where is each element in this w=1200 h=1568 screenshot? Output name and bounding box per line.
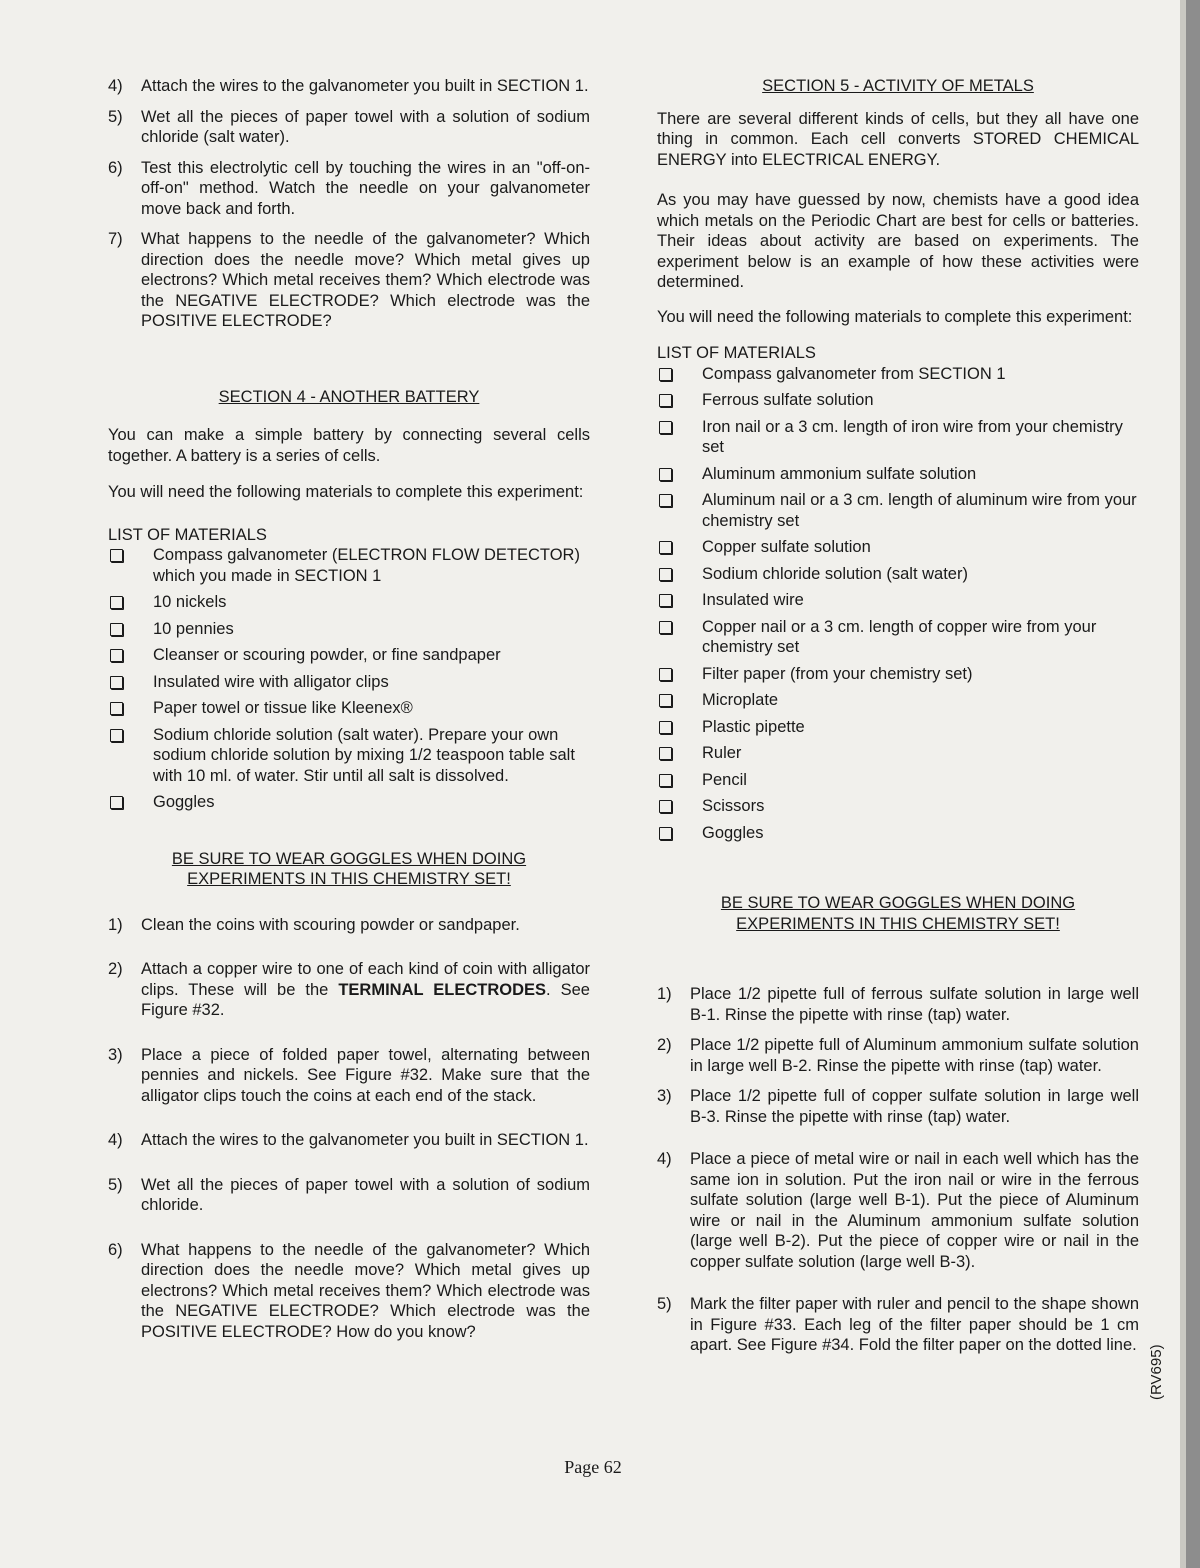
- material-label: Compass galvanometer (ELECTRON FLOW DETECTOR) which you made in SECTION 1: [153, 546, 580, 585]
- step-number: 3): [108, 1045, 123, 1064]
- page-number: Page 62: [564, 1457, 622, 1477]
- step-number: 4): [108, 1131, 123, 1149]
- material-label: Iron nail or a 3 cm. length of iron wire from your chemistry set: [702, 417, 1123, 456]
- checkbox-icon: [659, 621, 672, 634]
- step-number: 6): [108, 1240, 123, 1259]
- step-number: 4): [108, 77, 123, 95]
- material-label: Copper sulfate solution: [702, 538, 871, 556]
- material-item: [657, 664, 1139, 685]
- goggles-warning-line-1: BE SURE TO WEAR GOGGLES WHEN DOING: [171, 849, 527, 868]
- step-text: Place 1/2 pipette full of Aluminum ammonium sulfate solution in large well B-2. Rinse the pipette with rinse (tap) water.: [690, 1036, 1139, 1075]
- checkbox-icon: [110, 676, 123, 689]
- material-item: [657, 390, 1139, 411]
- step-number: 4): [657, 1150, 672, 1168]
- material-item: [108, 645, 590, 666]
- goggles-warning-line-2: EXPERIMENTS IN THIS CHEMISTRY SET!: [187, 870, 511, 888]
- step-text: What happens to the needle of the galvanometer? Which direction does the needle move? Which metal gives up electrons? Which metal receives them? Which electrode was the NEGATIVE ELECTRODE? Which electrode was the POSITIVE ELECTRODE? How do you know?: [141, 1240, 590, 1341]
- step-item: [657, 1086, 1139, 1127]
- material-label: Aluminum ammonium sulfate solution: [702, 464, 977, 483]
- step-item: [657, 984, 1139, 1025]
- step-text: Clean the coins with scouring powder or sandpaper.: [141, 915, 520, 934]
- step-text: Place a piece of metal wire or nail in each well which has the same ion in solution. Put the iron nail or wire in the ferrous sulfate solution (large well B-1). Put the piece of Aluminum wire or nail in the Aluminum ammonium sulfate solution (large well B-2). Put the piece of copper wire or nail in the copper sulfate solution (large well B-3).: [690, 1150, 1139, 1271]
- checkbox-icon: [659, 468, 672, 481]
- checkbox-icon: [110, 729, 123, 742]
- step-text: What happens to the needle of the galvanometer? Which direction does the needle move? Which metal gives up electrons? Which metal receives them? Which electrode was the NEGATIVE ELECTRODE? Which electrode was the POSITIVE ELECTRODE?: [141, 230, 590, 330]
- material-label: Sodium chloride solution (salt water). Prepare your own sodium chloride solution by mixing 1/2 teaspoon table salt with 10 ml. of water. Stir until all salt is dissolved.: [153, 725, 575, 785]
- material-item: [657, 770, 1139, 791]
- right-column: [657, 76, 1139, 1366]
- step-item: [108, 1045, 590, 1107]
- material-item: [657, 537, 1139, 558]
- material-item: [657, 364, 1139, 385]
- material-label: Microplate: [702, 691, 779, 709]
- step-text: [141, 959, 590, 1021]
- checkbox-icon: [659, 568, 672, 581]
- checkbox-icon: [659, 594, 672, 607]
- checkbox-icon: [659, 800, 672, 813]
- goggles-warning-line-1: BE SURE TO WEAR GOGGLES WHEN DOING: [720, 894, 1076, 912]
- step-item: [657, 1294, 1139, 1356]
- step-text: Place 1/2 pipette full of copper sulfate solution in large well B-3. Rinse the pipette with rinse (tap) water.: [690, 1087, 1139, 1126]
- material-label: Compass galvanometer from SECTION 1: [702, 364, 1006, 383]
- checkbox-icon: [659, 747, 672, 760]
- step-item: [108, 158, 590, 220]
- step-item: [657, 1149, 1139, 1272]
- step-item: [108, 1240, 590, 1343]
- checkbox-icon: [659, 827, 672, 840]
- step-item: [108, 76, 590, 97]
- section-4-heading: SECTION 4 - ANOTHER BATTERY: [218, 387, 480, 406]
- step-number: 1): [108, 915, 123, 934]
- material-label: Copper nail or a 3 cm. length of copper wire from your chemistry set: [702, 617, 1097, 656]
- step-text: Place a piece of folded paper towel, alternating between pennies and nickels. See Figure #32. Make sure that the alligator clips touch the coins at each end of the stack.: [141, 1045, 590, 1105]
- material-item: [657, 590, 1139, 611]
- material-label: Insulated wire: [702, 591, 804, 609]
- checkbox-icon: [659, 721, 672, 734]
- material-item: [108, 792, 590, 813]
- material-label: Aluminum nail or a 3 cm. length of aluminum wire from your chemistry set: [702, 491, 1137, 530]
- checkbox-icon: [659, 774, 672, 787]
- step-text-part: . See Figure #32.: [141, 980, 590, 1019]
- section-5-paragraph-2: As you may have guessed by now, chemists have a good idea which metals on the Periodic Chart are best for cells or batteries. Their ideas about activity are based on experiments. The experiment below is an example of how these activities were determined.: [657, 191, 1139, 291]
- material-label: Goggles: [153, 793, 215, 811]
- step-text-part: Attach a copper wire to one of each kind of coin with alligator clips. These will be the: [141, 960, 590, 999]
- materials-title: LIST OF MATERIALS: [657, 344, 816, 362]
- material-item: [657, 717, 1139, 738]
- material-item: [108, 619, 590, 640]
- section-5-heading: SECTION 5 - ACTIVITY OF METALS: [762, 77, 1034, 95]
- material-item: [108, 672, 590, 693]
- material-label: Paper towel or tissue like Kleenex®: [153, 699, 413, 717]
- checkbox-icon: [659, 541, 672, 554]
- material-item: [108, 725, 590, 787]
- material-item: [657, 417, 1139, 458]
- checkbox-icon: [659, 421, 672, 434]
- step-text: Place 1/2 pipette full of ferrous sulfate solution in large well B-1. Rinse the pipette with rinse (tap) water.: [690, 985, 1139, 1024]
- checkbox-icon: [110, 796, 123, 809]
- document-code: (RV695): [1148, 1344, 1165, 1400]
- section-4-intro: You can make a simple battery by connecting several cells together. A battery is a series of cells.: [108, 426, 590, 465]
- step-item: [108, 959, 590, 1021]
- step-number: 3): [657, 1087, 672, 1105]
- checkbox-icon: [659, 368, 672, 381]
- step-text: Attach the wires to the galvanometer you built in SECTION 1.: [141, 1131, 589, 1149]
- material-item: [657, 690, 1139, 711]
- step-number: 5): [657, 1295, 672, 1313]
- step-item: [108, 1175, 590, 1216]
- terminal-electrodes-term: TERMINAL ELECTRODES: [338, 980, 547, 999]
- material-label: Ferrous sulfate solution: [702, 391, 874, 409]
- checkbox-icon: [659, 394, 672, 407]
- step-item: [657, 1035, 1139, 1076]
- material-label: 10 pennies: [153, 619, 234, 638]
- material-label: Plastic pipette: [702, 717, 805, 736]
- step-number: 5): [108, 107, 123, 126]
- left-column: [108, 76, 590, 1352]
- step-text: Test this electrolytic cell by touching the wires in an "off-on-off-on" method. Watch the needle on your galvanometer move back and forth.: [141, 158, 590, 218]
- material-label: Insulated wire with alligator clips: [153, 672, 389, 691]
- material-item: [657, 617, 1139, 658]
- step-item: [108, 229, 590, 332]
- step-number: 7): [108, 230, 123, 248]
- step-text: Wet all the pieces of paper towel with a solution of sodium chloride.: [141, 1175, 590, 1214]
- checkbox-icon: [110, 702, 123, 715]
- material-item: [108, 592, 590, 613]
- material-item: [657, 464, 1139, 485]
- material-label: Scissors: [702, 797, 765, 815]
- material-item: [657, 823, 1139, 844]
- step-item: [108, 915, 590, 936]
- checkbox-icon: [110, 549, 123, 562]
- materials-title: LIST OF MATERIALS: [108, 525, 267, 544]
- material-label: Pencil: [702, 770, 747, 789]
- step-item: [108, 107, 590, 148]
- checkbox-icon: [110, 623, 123, 636]
- checkbox-icon: [110, 649, 123, 662]
- step-text: Attach the wires to the galvanometer you built in SECTION 1.: [141, 77, 589, 95]
- checkbox-icon: [659, 668, 672, 681]
- materials-needed-text: You will need the following materials to complete this experiment:: [108, 483, 584, 501]
- materials-needed-text: You will need the following materials to complete this experiment:: [657, 307, 1133, 326]
- goggles-warning-line-2: EXPERIMENTS IN THIS CHEMISTRY SET!: [736, 914, 1060, 933]
- material-label: Filter paper (from your chemistry set): [702, 664, 973, 683]
- section-5-paragraph-1: There are several different kinds of cells, but they all have one thing in common. Each cell converts STORED CHEMICAL ENERGY into ELECTRICAL ENERGY.: [657, 109, 1139, 169]
- material-label: Sodium chloride solution (salt water): [702, 564, 968, 583]
- material-item: [657, 564, 1139, 585]
- checkbox-icon: [110, 596, 123, 609]
- material-label: Ruler: [702, 744, 742, 762]
- material-label: Cleanser or scouring powder, or fine sandpaper: [153, 646, 501, 664]
- step-text: Wet all the pieces of paper towel with a solution of sodium chloride (salt water).: [141, 107, 590, 146]
- material-item: [108, 545, 590, 586]
- step-number: 2): [108, 960, 123, 978]
- material-item: [657, 796, 1139, 817]
- step-number: 5): [108, 1175, 123, 1194]
- step-text: Mark the filter paper with ruler and pencil to the shape shown in Figure #33. Each leg of the filter paper should be 1 cm apart. See Figure #34. Fold the filter paper on the dotted line.: [690, 1295, 1139, 1354]
- step-item: [108, 1130, 590, 1151]
- scan-border: [1186, 0, 1200, 1568]
- material-label: 10 nickels: [153, 593, 227, 611]
- material-item: [657, 743, 1139, 764]
- material-item: [108, 698, 590, 719]
- step-number: 1): [657, 985, 672, 1003]
- step-number: 6): [108, 158, 123, 177]
- step-number: 2): [657, 1036, 672, 1054]
- checkbox-icon: [659, 694, 672, 707]
- checkbox-icon: [659, 494, 672, 507]
- material-item: [657, 490, 1139, 531]
- material-label: Goggles: [702, 823, 764, 842]
